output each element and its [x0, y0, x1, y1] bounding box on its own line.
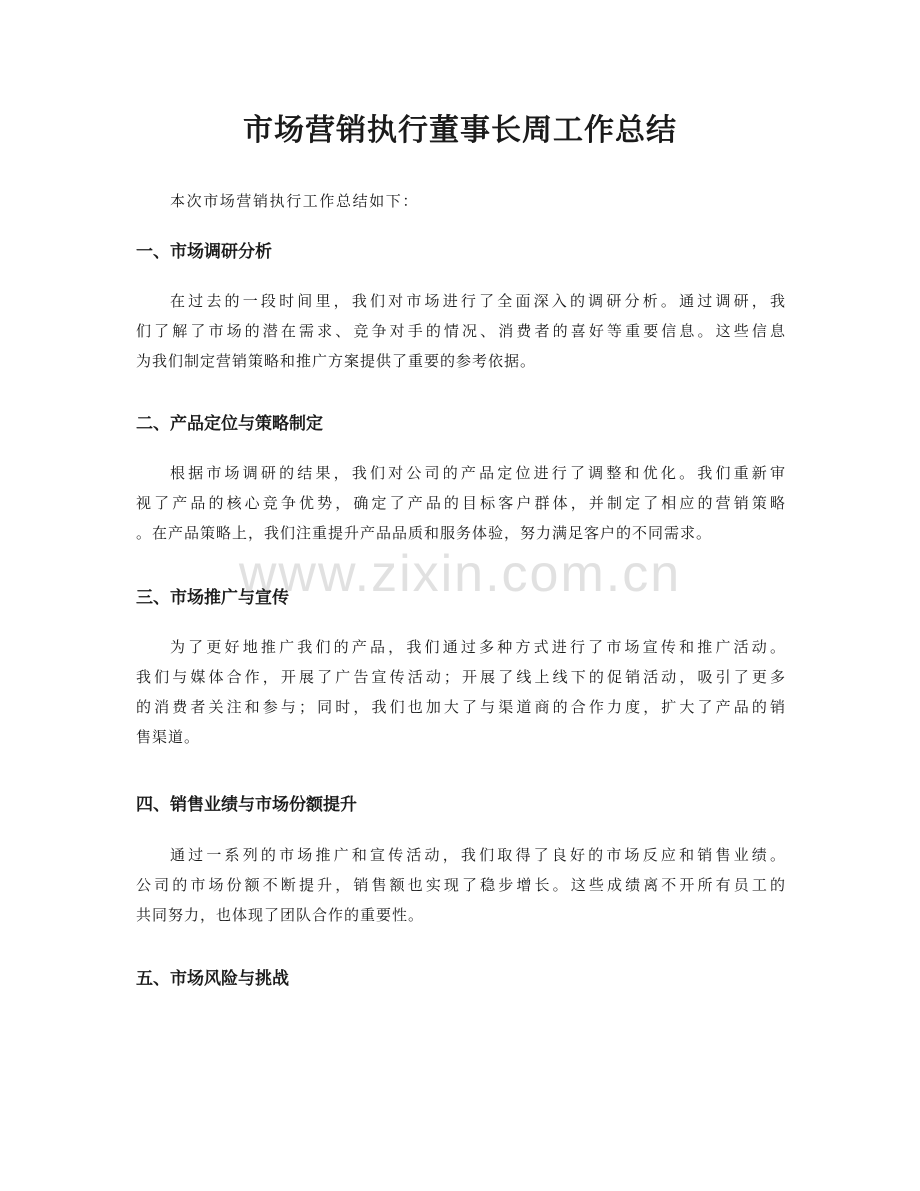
intro-paragraph: 本次市场营销执行工作总结如下：	[170, 192, 420, 210]
section-paragraph-4	[136, 840, 786, 930]
paragraph-line: 售渠道。	[136, 728, 201, 746]
paragraph-line: 公司的市场份额不断提升，销售额也实现了稳步增长。这些成绩离不开所有员工的	[136, 876, 786, 894]
paragraph-line: 为了更好地推广我们的产品，我们通过多种方式进行了市场宣传和推广活动。	[170, 638, 786, 656]
section-heading-1: 一、市场调研分析	[136, 242, 272, 262]
section-paragraph-3	[136, 632, 786, 752]
section-paragraph-2	[136, 458, 786, 548]
section-heading-5: 五、市场风险与挑战	[136, 969, 289, 989]
paragraph-line: 。在产品策略上，我们注重提升产品品质和服务体验，努力满足客户的不同需求。	[136, 524, 713, 542]
section-heading-3: 三、市场推广与宣传	[136, 588, 289, 608]
paragraph-line: 们了解了市场的潜在需求、竞争对手的情况、消费者的喜好等重要信息。这些信息	[136, 322, 786, 340]
watermark: www.zixin.com.cn	[238, 545, 682, 603]
section-paragraph-1	[136, 286, 786, 376]
paragraph-line: 根据市场调研的结果，我们对公司的产品定位进行了调整和优化。我们重新审	[170, 464, 786, 482]
document-title: 市场营销执行董事长周工作总结	[243, 113, 677, 148]
paragraph-line: 共同努力，也体现了团队合作的重要性。	[136, 906, 425, 924]
paragraph-line: 我们与媒体合作，开展了广告宣传活动；开展了线上线下的促销活动，吸引了更多	[136, 668, 786, 686]
paragraph-line: 为我们制定营销策略和推广方案提供了重要的参考依据。	[136, 352, 537, 370]
paragraph-line: 视了产品的核心竞争优势，确定了产品的目标客户群体，并制定了相应的营销策略	[136, 494, 786, 512]
paragraph-line: 通过一系列的市场推广和宣传活动，我们取得了良好的市场反应和销售业绩。	[170, 846, 786, 864]
section-heading-4: 四、销售业绩与市场份额提升	[136, 795, 357, 815]
paragraph-line: 在过去的一段时间里，我们对市场进行了全面深入的调研分析。通过调研，我	[170, 292, 786, 310]
paragraph-line: 的消费者关注和参与；同时，我们也加大了与渠道商的合作力度，扩大了产品的销	[136, 698, 786, 716]
section-heading-2: 二、产品定位与策略制定	[136, 414, 323, 434]
